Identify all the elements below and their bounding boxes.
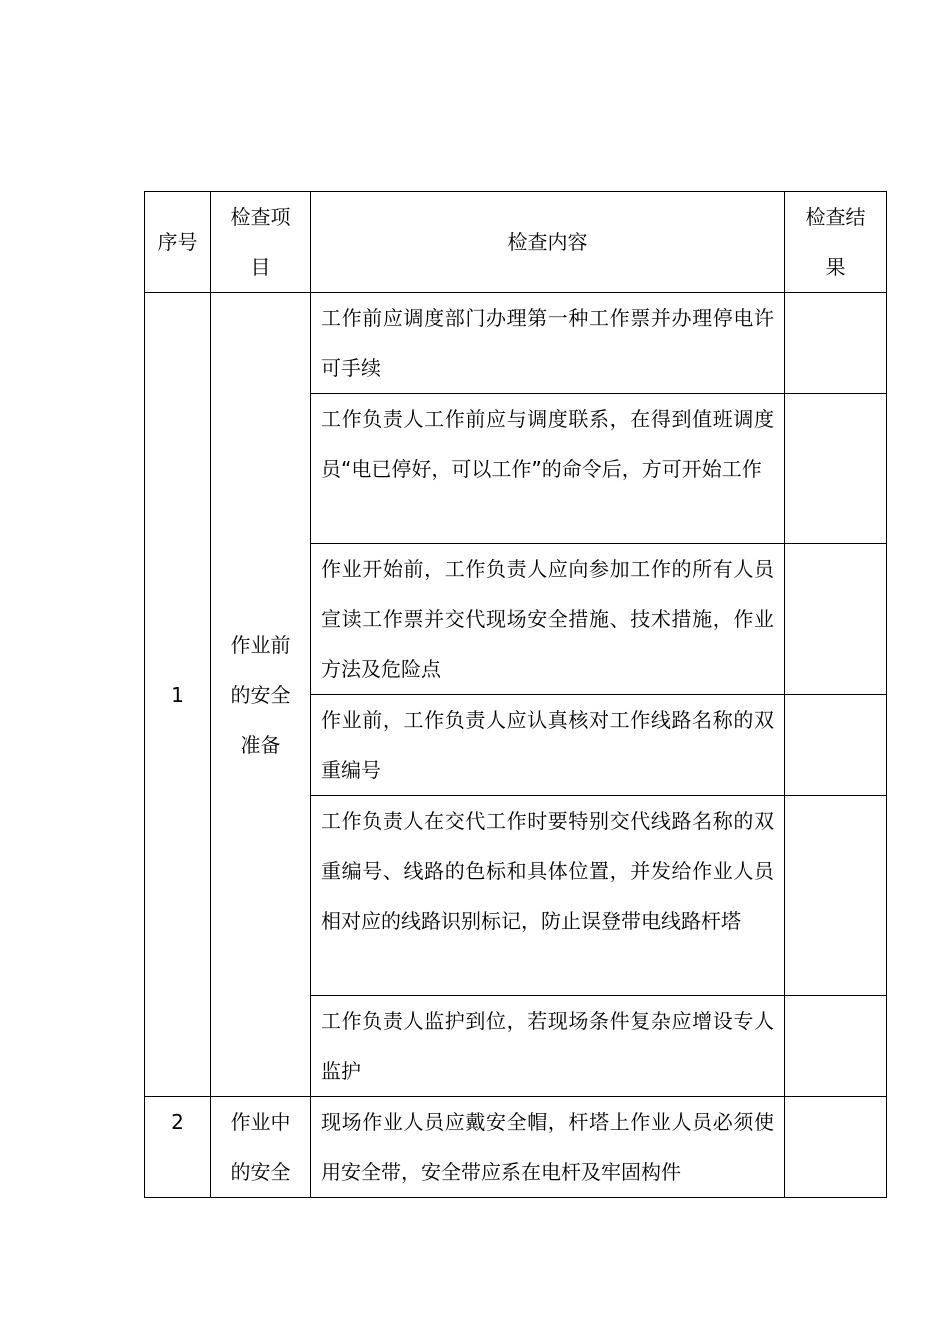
group-1-no: 1: [145, 293, 211, 1097]
group-1-result-6[interactable]: [785, 996, 887, 1097]
group-2-no: 2: [145, 1097, 211, 1198]
group-1-content-5: 工作负责人在交代工作时要特别交代线路名称的双重编号、线路的色标和具体位置，并发给作业人员相对应的线路识别标记，防止误登带电线路杆塔: [311, 796, 785, 996]
header-no: 序号: [145, 192, 211, 293]
inspection-table: [144, 191, 887, 1198]
group-1-content-2: 工作负责人工作前应与调度联系，在得到值班调度员“电已停好，可以工作”的命令后，方可开始工作: [311, 394, 785, 544]
table-row: [145, 1097, 887, 1198]
header-result: 检查结果: [785, 192, 887, 293]
group-2-content-1: 现场作业人员应戴安全帽，杆塔上作业人员必须使用安全带，安全带应系在电杆及牢固构件: [311, 1097, 785, 1198]
header-item: 检查项目: [211, 192, 311, 293]
group-1-content-3: 作业开始前，工作负责人应向参加工作的所有人员宣读工作票并交代现场安全措施、技术措施，作业方法及危险点: [311, 544, 785, 695]
group-2-result-1[interactable]: [785, 1097, 887, 1198]
group-1-content-4: 作业前，工作负责人应认真核对工作线路名称的双重编号: [311, 695, 785, 796]
group-1-result-1[interactable]: [785, 293, 887, 394]
group-1-result-4[interactable]: [785, 695, 887, 796]
group-1-result-2[interactable]: [785, 394, 887, 544]
group-2-item: 作业中的安全: [211, 1097, 311, 1198]
group-1-content-1: 工作前应调度部门办理第一种工作票并办理停电许可手续: [311, 293, 785, 394]
group-1-content-6: 工作负责人监护到位，若现场条件复杂应增设专人监护: [311, 996, 785, 1097]
table-row: [145, 293, 887, 394]
header-content: 检查内容: [311, 192, 785, 293]
header-row: [145, 192, 887, 293]
group-1-item: 作业前的安全准备: [211, 293, 311, 1097]
group-1-result-5[interactable]: [785, 796, 887, 996]
group-1-result-3[interactable]: [785, 544, 887, 695]
